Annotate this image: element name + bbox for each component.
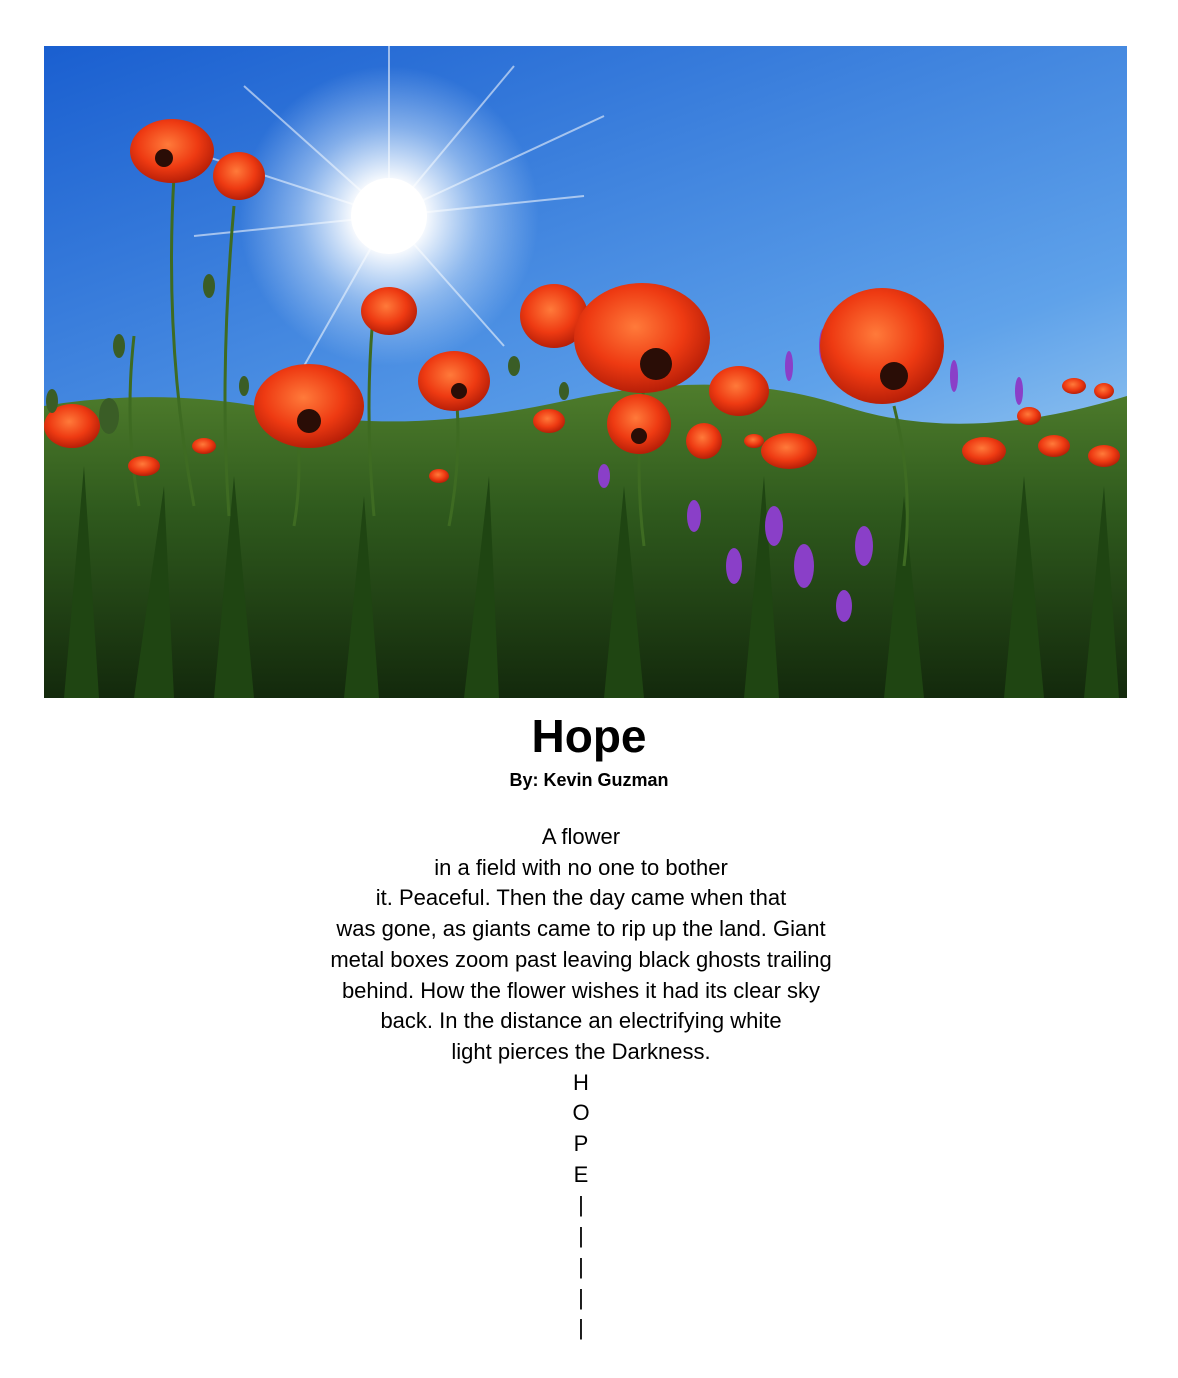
foliage — [44, 385, 1127, 698]
poppy-field-illustration — [44, 46, 1127, 698]
poem-line: light pierces the Darkness. — [451, 1038, 711, 1064]
poem-bar: | — [578, 1315, 584, 1341]
poem-line: metal boxes zoom past leaving black ghosts trailing — [330, 946, 832, 972]
poem-bar: | — [578, 1253, 584, 1279]
poem-letter: O — [572, 1100, 590, 1126]
poppy-field-photo — [44, 46, 1127, 698]
poem-line: was gone, as giants came to rip up the land. Giant — [336, 916, 826, 942]
poem-letter: P — [573, 1131, 589, 1157]
author-byline: By: Kevin Guzman — [509, 770, 669, 790]
poem-title: Hope — [531, 710, 647, 762]
poem-line: back. In the distance an electrifying white — [380, 1008, 782, 1034]
poem-line: A flower — [541, 824, 621, 849]
poem-body — [0, 822, 1162, 1344]
poem-letter: E — [573, 1161, 589, 1187]
poem-letter: H — [573, 1069, 589, 1095]
poem-line: in a field with no one to bother — [434, 854, 728, 880]
poem-line: behind. How the flower wishes it had its clear sky — [341, 977, 821, 1003]
poem-bar: | — [578, 1284, 584, 1310]
poem-bar: | — [578, 1223, 584, 1249]
poem-bar: | — [578, 1192, 584, 1218]
poem-line: it. Peaceful. Then the day came when that — [375, 885, 787, 911]
